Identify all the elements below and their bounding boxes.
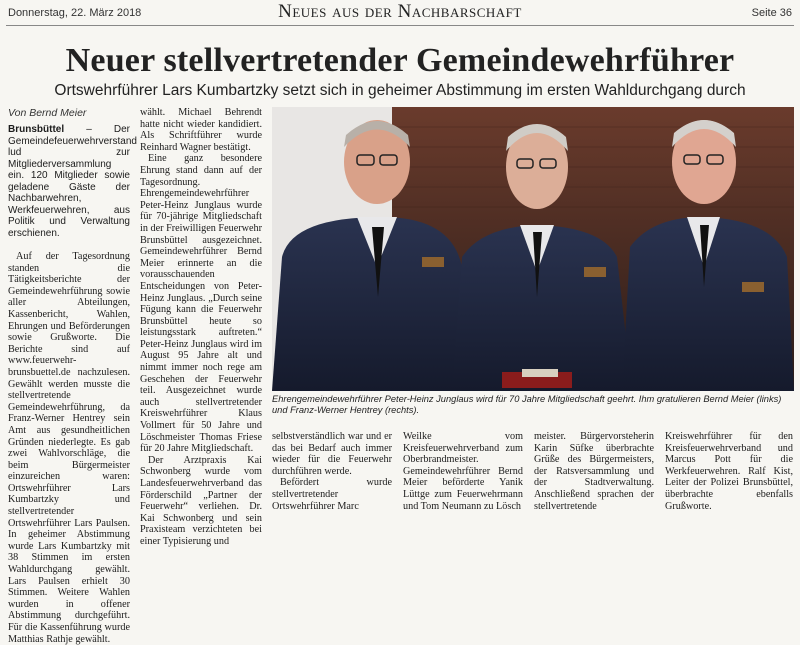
text-column-1 bbox=[8, 124, 137, 645]
body-paragraph: Eine ganz besondere Ehrung stand dann auf der Tagesordnung. Ehrengemeindewehrführer Peter-Heinz Junglaus wurde für 70-jährige Mitgliedschaft in der Freiwilligen Feuerwehr Brunsbüttel ausgezeichnet. Gemeindewehrführer Bernd Meier erinnerte an die vorausschauenden Entscheidungen von Peter-Heinz Junglaus. „Durch seine Fügung kann die Feuerwehr Brunsbüttel heute so leistungsstark auftreten.“ Peter-Heinz Junglaus wird im August 95 Jahre alt und nimmt immer noch rege am Geschehen der Feuerwehr teil. Ausgezeichnet wurde auch stellvertretender Kreiswehrführer Klaus Vollmert für 50 Jahre und Löschmeister Thomas Friese für 20 Jahre Mitgliedschaft. bbox=[140, 153, 262, 455]
bottom-column-4 bbox=[665, 431, 793, 512]
text-column-2 bbox=[140, 107, 262, 547]
section-title: Neues aus der Nachbarschaft bbox=[278, 1, 522, 22]
body-paragraph: Der Arztpraxis Kai Schwonberg wurde vom Landesfeuerwehrverband das Förderschild „Partner der Feuerwehr“ verliehen. Dr. Kai Schwonberg und sein Praxisteam verzichteten bei einer Typisierung und bbox=[140, 454, 262, 547]
body-paragraph: Weilke vom Kreisfeuerwehrverband zum Oberbrandmeister. Gemeindewehrführer Bernd Meier beförderte Yanik Lüttge zum Feuerwehrmann und Tom Neumann zu Lösch bbox=[403, 431, 523, 512]
article-subheadline: Ortswehrführer Lars Kumbartzky setzt sich in geheimer Abstimmung im ersten Wahldurchgang durch bbox=[54, 82, 746, 99]
bottom-column-1 bbox=[272, 431, 392, 512]
article-byline: Von Bernd Meier bbox=[8, 107, 87, 119]
body-paragraph: Auf der Tagesordnung standen die Tätigkeitsberichte der Gemeindewehrführung sowie aller Abteilungen, Kassenbericht, Wahlen, Ehrungen und Beförderungen sowie Grußworte. Die Berichte sind auf www.feuerwehr-brunsbuettel.de nachzulesen. Gewählt werden musste die stellvertretende Gemeindewehrführung, da Franz-Werner Hentrey sein Amt aus gesundheitlichen Gründen niederlegte. Es gab zwei Wahlvorschläge, die beim Bürgermeister einzureichen waren: Ortswehrführer Lars Kumbartzky und stellvertretender Ortswehrführer Lars Paulsen. In geheimer Abstimmung wurde Lars Kumbartzky mit 38 Stimmen im ersten Wahldurchgang gewählt. Lars Paulsen erhielt 30 Stimmen. Weitere Wahlen wurden in offener Abstimmung durchgeführt. Für die Kassenführung wurde Matthias Rathje gewählt. bbox=[8, 251, 130, 645]
bottom-column-2 bbox=[403, 431, 523, 512]
article-photo bbox=[272, 107, 794, 391]
page-header bbox=[0, 0, 800, 26]
article-headline: Neuer stellvertretender Gemeindewehrführer bbox=[65, 42, 735, 79]
body-paragraph: Befördert wurde stellvertretender Ortswehrführer Marc bbox=[272, 477, 392, 512]
photo-illustration bbox=[272, 107, 794, 391]
lead-text: – Der Gemeindefeuerwehrverstand lud zur Mitgliederversammlung ein. 120 Mitglieder sowie geladene Gäste der Nachbarwehren, Werkfeuerwehren, aus Politik und Verwaltung erschienen. bbox=[8, 124, 137, 239]
lead-place: Brunsbüttel bbox=[8, 124, 65, 135]
header-divider bbox=[6, 25, 794, 26]
photo-caption: Ehrengemeindewehrführer Peter-Heinz Junglaus wird für 70 Jahre Mitgliedschaft geehrt. Ihm gratulieren Bernd Meier (links) und Franz-Werner Hentrey (rechts). bbox=[272, 394, 782, 415]
body-paragraph: wählt. Michael Behrendt hatte nicht wieder kandidiert. Als Schriftführer wurde Reinhard Wagner bestätigt. bbox=[140, 107, 262, 153]
body-paragraph: Kreiswehrführer für den Kreisfeuerwehrverband und Marcus Pott für die Werkfeuerwehren. Ralf Kist, Leiter der Polizei Brunsbüttel, überbrachte ebenfalls Grußworte. bbox=[665, 431, 793, 512]
body-paragraph: selbstverständlich war und er das bei Bedarf auch immer wieder für die Feuerwehr durchführen werde. bbox=[272, 431, 392, 477]
issue-date: Donnerstag, 22. März 2018 bbox=[8, 7, 142, 19]
bottom-column-3 bbox=[534, 431, 654, 512]
body-paragraph: meister. Bürgervorsteherin Karin Süfke überbrachte Grüße des Bürgermeisters, der Ratsversammlung und der Stadtverwaltung. Anschließend sprachen der stellvertretende bbox=[534, 431, 654, 512]
lead-paragraph bbox=[8, 124, 137, 239]
page-number: Seite 36 bbox=[751, 7, 792, 19]
